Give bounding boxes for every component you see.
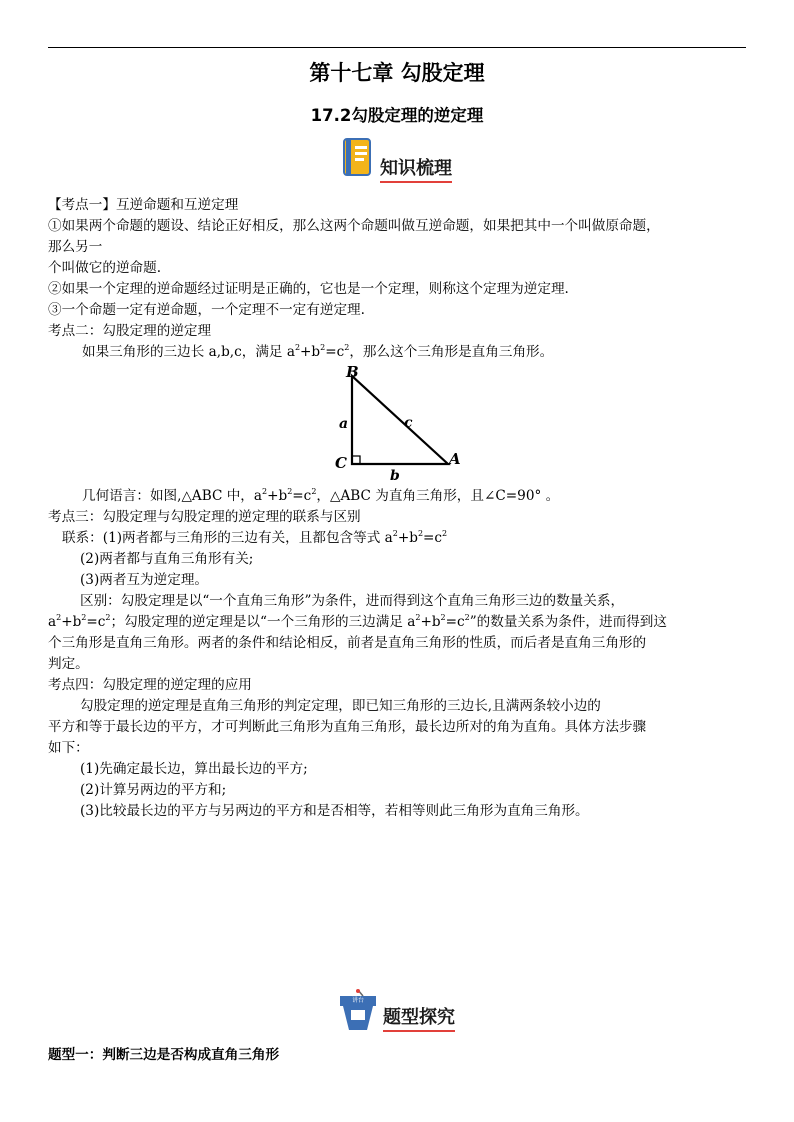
side-label-a: a <box>339 416 349 432</box>
knowledge-banner <box>342 137 452 183</box>
point1-line5: ③一个命题一定有逆命题，一个定理不一定有逆定理. <box>48 302 365 318</box>
point3-relation1: 联系：(1)两者都与三角形的三边有关，且都包含等式 $a^2+b^2=c^2$ <box>62 529 448 546</box>
point4-step1: (1)先确定最长边，算出最长边的平方; <box>80 761 308 777</box>
point1-line4: ②如果一个定理的逆命题经过证明是正确的，它也是一个定理，则称这个定理为逆定理. <box>48 281 569 297</box>
side-label-b: b <box>390 468 400 484</box>
point1-heading: 【考点一】互逆命题和互逆定理 <box>48 197 239 213</box>
vertex-label-C: C <box>335 454 347 472</box>
type1-heading: 题型一：判断三边是否构成直角三角形 <box>48 1047 280 1063</box>
podium-icon <box>337 988 379 1032</box>
point3-relation3: (3)两者互为逆定理。 <box>80 572 209 588</box>
point1-line3: 个叫做它的逆命题. <box>48 260 162 276</box>
podium-label: 讲台 <box>351 997 364 1004</box>
section-title: 17.2勾股定理的逆定理 <box>310 106 484 125</box>
point3-diff-line1: 区别：勾股定理是以“一个直角三角形”为条件，进而得到这个直角三角形三边的数量关系， <box>80 593 625 609</box>
triangle-shape <box>352 376 448 464</box>
explore-banner-label: 题型探究 <box>383 1008 455 1032</box>
point4-heading: 考点四：勾股定理的逆定理的应用 <box>48 677 252 693</box>
point1-line2: 那么另一 <box>48 239 103 255</box>
book-icon <box>342 137 376 183</box>
explore-banner <box>337 988 455 1032</box>
right-triangle-figure <box>332 362 462 484</box>
point4-line2: 平方和等于最长边的平方，才可判断此三角形为直角三角形，最长边所对的角为直角。具体方法步骤 <box>48 719 647 735</box>
point4-line3: 如下： <box>48 740 89 756</box>
point4-step3: (3)比较最长边的平方与另两边的平方和是否相等，若相等则此三角形为直角三角形。 <box>80 803 589 819</box>
point4-line1: 勾股定理的逆定理是直角三角形的判定定理，即已知三角形的三边长,且满两条较小边的 <box>80 698 601 714</box>
point3-heading: 考点三：勾股定理与勾股定理的逆定理的联系与区别 <box>48 509 361 525</box>
point2-geometry: 几何语言：如图,△ABC 中，$a^2+b^2=c^2$，△ABC 为直角三角形，且∠C=90° 。 <box>82 487 560 504</box>
vertex-label-B: B <box>346 363 359 381</box>
point3-diff-line2: $a^2+b^2=c^2$；勾股定理的逆定理是以“一个三角形的三边满足 $a^2+b^2=c^2$”的数量关系为条件，进而得到这 <box>48 613 667 630</box>
chapter-title: 第十七章 勾股定理 <box>309 61 485 85</box>
point1-line1: ①如果两个命题的题设、结论正好相反，那么这两个命题叫做互逆命题，如果把其中一个叫做原命题， <box>48 218 660 234</box>
point2-theorem: 如果三角形的三边长 a,b,c，满足 $a^2+b^2=c^2$，那么这个三角形是直角三角形。 <box>82 343 554 360</box>
right-angle-mark <box>352 456 360 464</box>
point4-step2: (2)计算另两边的平方和; <box>80 782 227 798</box>
point3-relation2: (2)两者都与直角三角形有关; <box>80 551 254 567</box>
side-label-c: c <box>404 415 413 431</box>
knowledge-banner-label: 知识梳理 <box>380 159 452 183</box>
vertex-label-A: A <box>449 450 461 468</box>
point3-diff-line4: 判定。 <box>48 656 89 672</box>
point2-heading: 考点二：勾股定理的逆定理 <box>48 323 212 339</box>
point3-diff-line3: 个三角形是直角三角形。两者的条件和结论相反，前者是直角三角形的性质，而后者是直角三角形的 <box>48 635 647 651</box>
header-rule <box>48 47 746 48</box>
